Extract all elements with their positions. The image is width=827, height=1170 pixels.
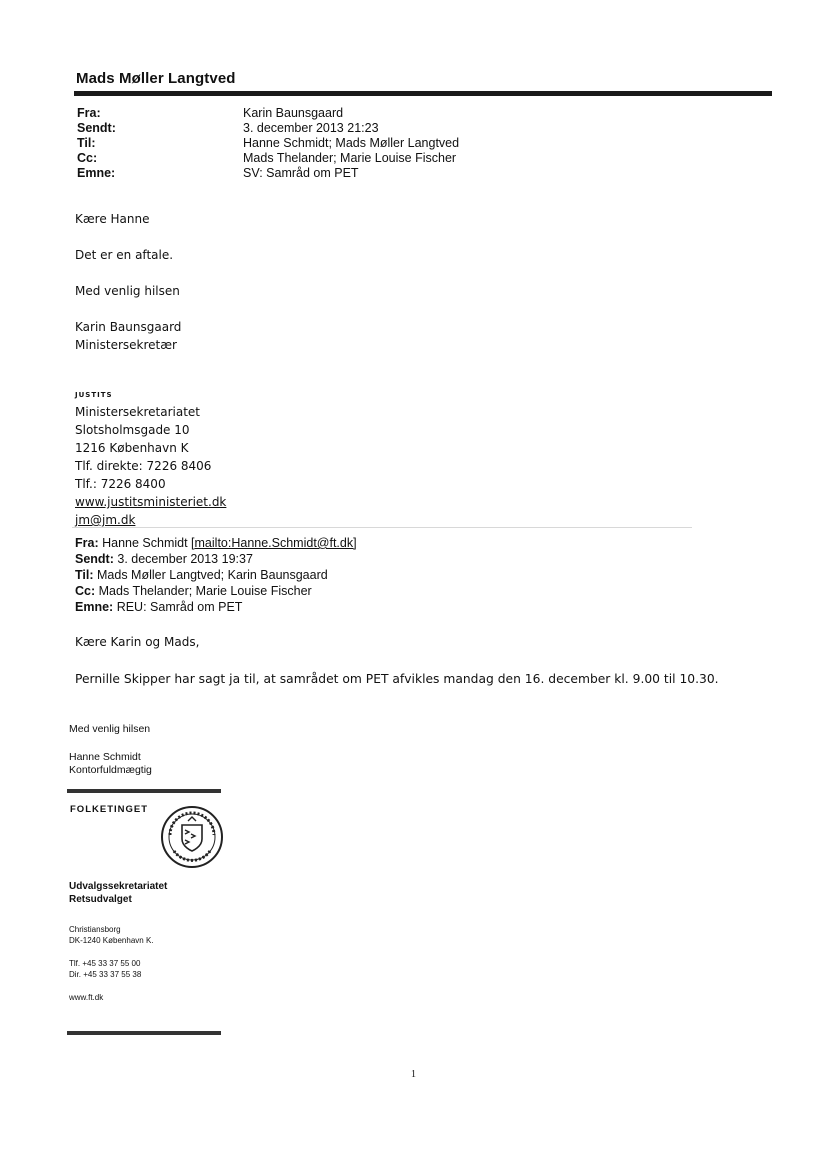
ministry-line-2: Slotsholmsgade 10 xyxy=(75,423,190,437)
fw-signer-name: Hanne Schmidt xyxy=(69,751,141,763)
reply-signer-name: Karin Baunsgaard xyxy=(75,320,182,334)
header-rule xyxy=(74,91,772,96)
folketinget-top-bar xyxy=(67,789,221,793)
fw-to-value: Mads Møller Langtved; Karin Baunsgaard xyxy=(97,568,328,582)
ministry-website-link[interactable]: www.justitsministeriet.dk xyxy=(75,495,227,509)
fw-to-label: Til: xyxy=(75,568,94,582)
fw-sent-value: 3. december 2013 19:37 xyxy=(117,552,253,566)
folketinget-seal-icon xyxy=(160,805,224,869)
folketinget-name: FOLKETINGET xyxy=(70,804,149,815)
fw-dept2: Retsudvalget xyxy=(69,894,132,905)
forward-separator xyxy=(72,527,692,528)
ministry-line-1: Ministersekretariatet xyxy=(75,405,201,419)
fw-body: Pernille Skipper har sagt ja til, at samrådet om PET afvikles mandag den 16. december kl. 9.00 til 10.30. xyxy=(75,672,719,686)
header-subject-label: Emne: xyxy=(77,166,116,180)
fw-addr2: DK-1240 København K. xyxy=(69,936,154,945)
header-sent-value: 3. december 2013 21:23 xyxy=(243,121,379,135)
reply-closing: Med venlig hilsen xyxy=(75,284,180,298)
ministry-logo-text: JUSTITS xyxy=(75,391,113,399)
ministry-email-link[interactable]: jm@jm.dk xyxy=(75,513,136,527)
fw-from-label: Fra: xyxy=(75,536,99,550)
header-subject-value: SV: Samråd om PET xyxy=(243,166,359,180)
header-to-label: Til: xyxy=(77,136,96,150)
fw-cc xyxy=(75,583,312,599)
fw-signer-title: Kontorfuldmægtig xyxy=(69,764,152,776)
fw-sent xyxy=(75,551,253,567)
fw-addr1: Christiansborg xyxy=(69,925,121,934)
fw-subject xyxy=(75,599,242,615)
fw-greeting: Kære Karin og Mads, xyxy=(75,635,200,649)
ministry-line-4: Tlf. direkte: 7226 8406 xyxy=(75,459,212,473)
folketinget-bottom-bar xyxy=(67,1031,221,1035)
fw-to xyxy=(75,567,328,583)
fw-sent-label: Sendt: xyxy=(75,552,114,566)
reply-signer-title: Ministersekretær xyxy=(75,338,177,352)
fw-dept1: Udvalgssekretariatet xyxy=(69,881,168,892)
fw-closing: Med venlig hilsen xyxy=(69,723,151,735)
header-from-value: Karin Baunsgaard xyxy=(243,106,344,120)
fw-cc-label: Cc: xyxy=(75,584,96,598)
header-to-value: Hanne Schmidt; Mads Møller Langtved xyxy=(243,136,460,150)
fw-from-value: Hanne Schmidt xyxy=(102,536,192,550)
fw-tlf: Tlf. +45 33 37 55 00 xyxy=(69,959,141,968)
fw-dir: Dir. +45 33 37 55 38 xyxy=(69,970,142,979)
header-sent-label: Sendt: xyxy=(77,121,116,135)
fw-cc-value: Mads Thelander; Marie Louise Fischer xyxy=(98,584,312,598)
fw-subject-value: REU: Samråd om PET xyxy=(116,600,243,614)
fw-from xyxy=(75,535,357,551)
reply-body: Det er en aftale. xyxy=(75,248,174,262)
header-from-label: Fra: xyxy=(77,106,101,120)
page-number: 1 xyxy=(411,1069,416,1080)
fw-mailto-link[interactable]: [mailto:Hanne.Schmidt@ft.dk] xyxy=(191,536,357,550)
reply-greeting: Kære Hanne xyxy=(75,212,150,226)
ministry-line-5: Tlf.: 7226 8400 xyxy=(75,477,166,491)
fw-web[interactable]: www.ft.dk xyxy=(69,993,104,1002)
header-cc-value: Mads Thelander; Marie Louise Fischer xyxy=(243,151,457,165)
header-cc-label: Cc: xyxy=(77,151,98,165)
mailbox-owner-name: Mads Møller Langtved xyxy=(76,70,236,87)
fw-subject-label: Emne: xyxy=(75,600,114,614)
ministry-line-3: 1216 København K xyxy=(75,441,189,455)
